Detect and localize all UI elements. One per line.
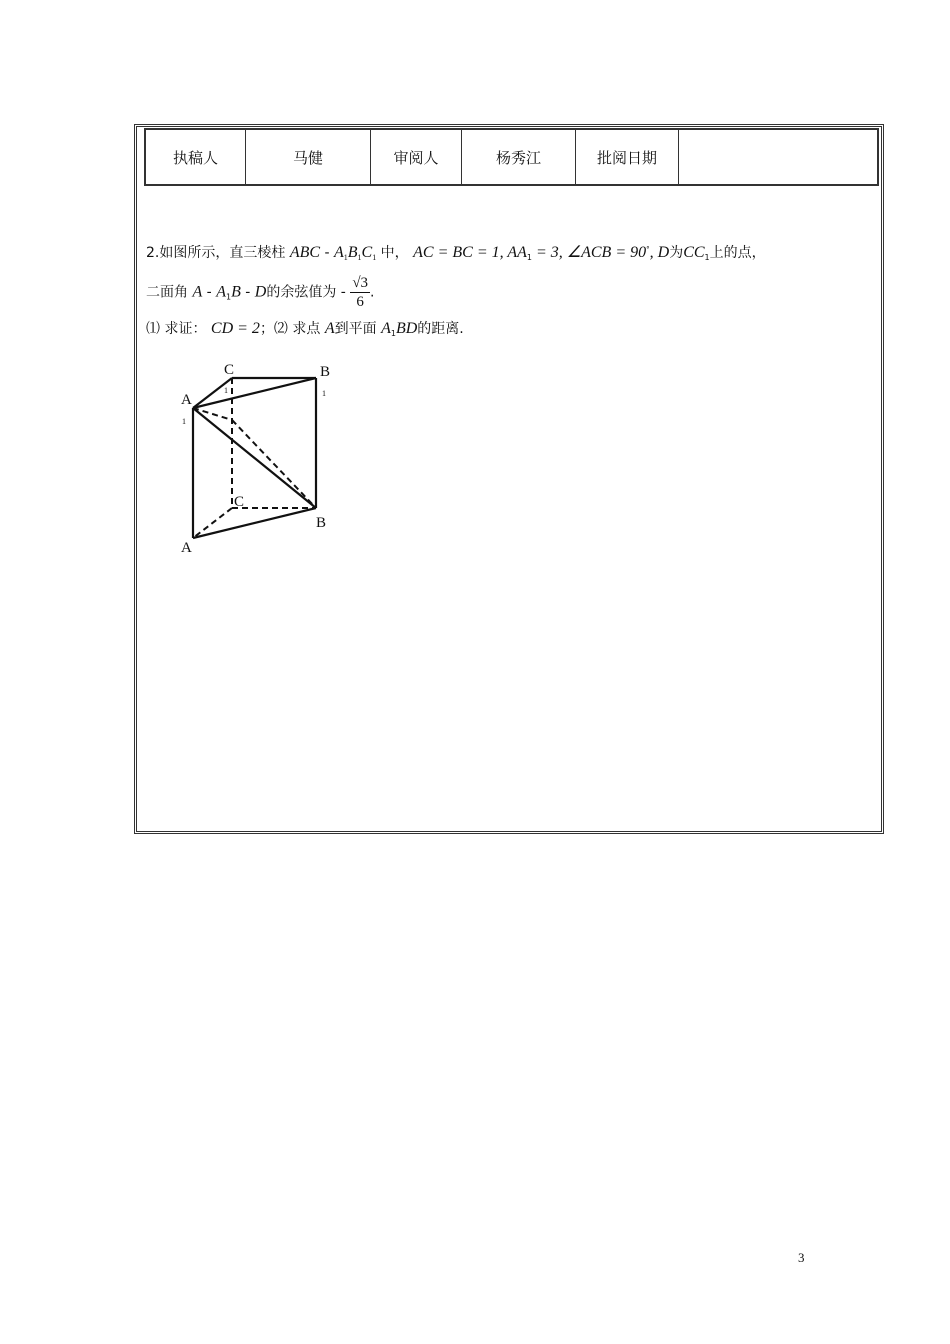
edge-a1-b <box>193 408 316 508</box>
label-c1: C <box>224 362 235 378</box>
problem-line-3: ⑴ 求证： CD = 2；⑵ 求点 A到平面 $A_1BD$的距离. <box>146 320 464 338</box>
edge-d-b-hidden <box>232 420 316 508</box>
label-a1: A <box>181 392 192 408</box>
label-c: C <box>234 494 245 510</box>
problem-line-2: 二面角 A - $A_1B$ - D的余弦值为 - $\frac{√3}{6}$ . <box>146 275 375 310</box>
svg-text:1: 1 <box>224 386 228 395</box>
page-number: 3 <box>798 1250 805 1265</box>
svg-text:1: 1 <box>182 417 186 426</box>
fraction: $\frac{√3}{6}$ <box>352 275 369 310</box>
header-cell-author-label: 执稿人 <box>145 129 246 185</box>
header-cell-date-label: 批阅日期 <box>576 129 679 185</box>
problem-line-1: 2.如图所示，直三棱柱 ABC - $A_1B_1C_1$ 中， AC = BC = 1, $AA_1 = 3$, ∠ACB = 90°, D为$CC_1$上的点， <box>146 244 766 262</box>
svg-text:1: 1 <box>322 389 326 398</box>
label-b1: B <box>320 364 331 380</box>
header-cell-reviewer-label: 审阅人 <box>371 129 462 185</box>
header-cell-author: 马健 <box>246 129 371 185</box>
label-b: B <box>316 515 327 531</box>
label-a: A <box>181 540 192 556</box>
header-cell-reviewer: 杨秀江 <box>462 129 576 185</box>
